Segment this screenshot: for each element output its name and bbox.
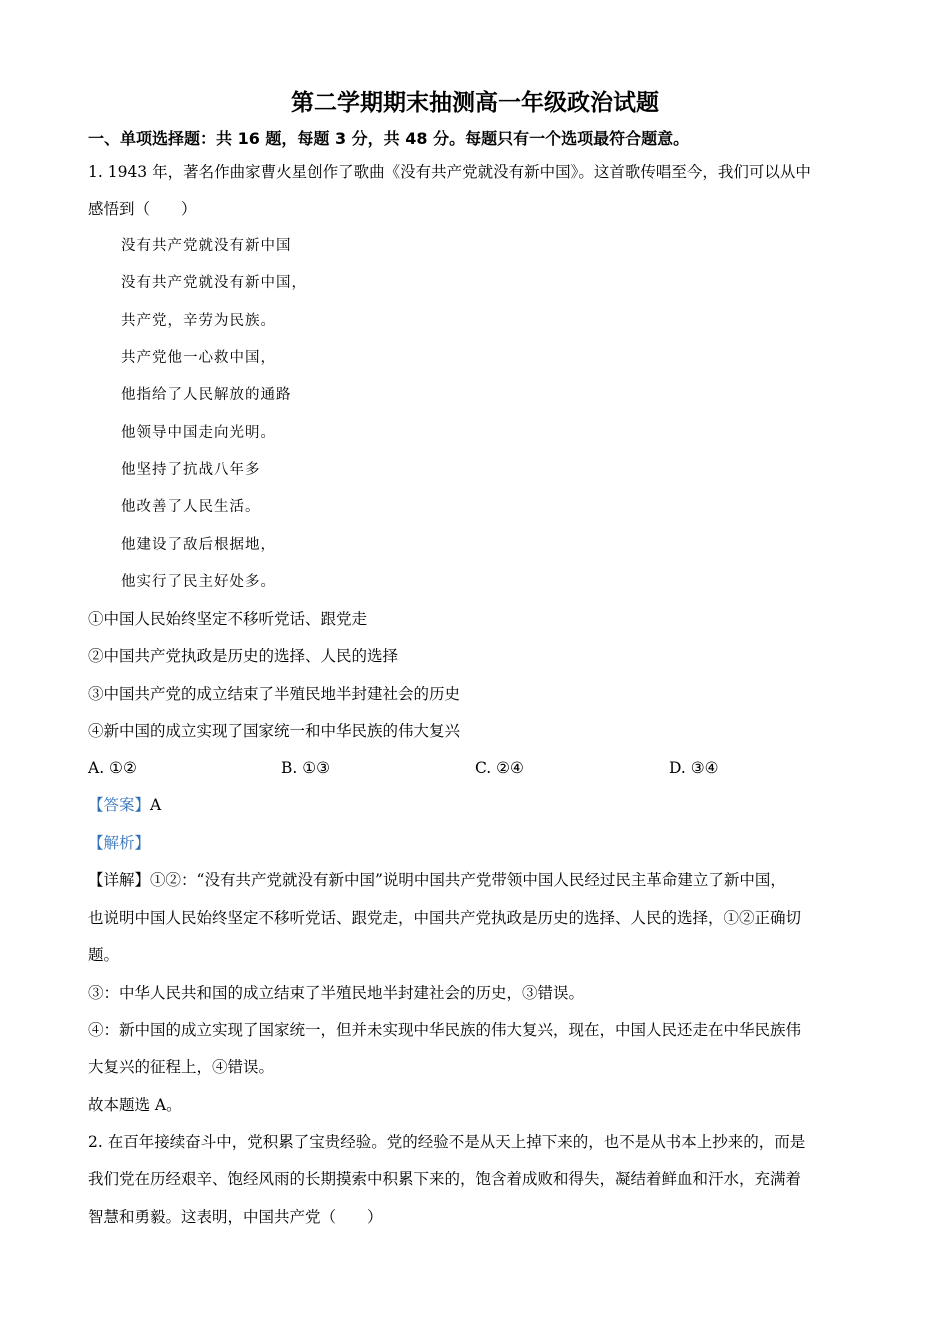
detail-row-3: 题。: [88, 946, 120, 964]
answer-value: A: [150, 796, 162, 814]
lyric-line: 他改善了人民生活。: [121, 499, 261, 515]
lyric-line: 没有共产党就没有新中国: [121, 238, 292, 254]
lyric-line: 没有共产党就没有新中国，: [121, 275, 307, 291]
statement-4: ④新中国的成立实现了国家统一和中华民族的伟大复兴: [88, 722, 461, 740]
q1-stem-line2: 感悟到（ ）: [88, 200, 197, 218]
option-b: B. ①③: [281, 759, 331, 777]
detail-row-6: 大复兴的征程上，④错误。: [88, 1058, 275, 1076]
detail-row-5: ④：新中国的成立实现了国家统一，但并未实现中华民族的伟大复兴，现在，中国人民还走在中华民族伟: [88, 1021, 802, 1039]
statement-3: ③中国共产党的成立结束了半殖民地半封建社会的历史: [88, 685, 461, 703]
q2-line2: 我们党在历经艰辛、饱经风雨的长期摸索中积累下来的，饱含着成败和得失，凝结着鲜血和汗水，充满着: [88, 1170, 802, 1188]
q1-stem-line1: 1. 1943 年，著名作曲家曹火星创作了歌曲《没有共产党就没有新中国》。这首歌传唱至今，我们可以从中: [88, 163, 811, 181]
lyric-line: 共产党，辛劳为民族。: [121, 313, 276, 329]
q2-line1: 2. 在百年接续奋斗中，党积累了宝贵经验。党的经验不是从天上掉下来的，也不是从书本上抄来的，而是: [88, 1133, 806, 1151]
page-title: 第二学期期末抽测高一年级政治试题: [291, 90, 659, 116]
statement-2: ②中国共产党执政是历史的选择、人民的选择: [88, 647, 399, 665]
answer-tag: 【答案】: [88, 796, 151, 814]
lyric-line: 他实行了民主好处多。: [121, 574, 276, 590]
q2-line3: 智慧和勇毅。这表明，中国共产党（ ）: [88, 1208, 383, 1226]
detail-tag: 【详解】: [88, 871, 151, 889]
analysis-row: [88, 832, 150, 854]
detail-row-4: ③：中华人民共和国的成立结束了半殖民地半封建社会的历史，③错误。: [88, 984, 585, 1002]
section-heading: 一、单项选择题：共 16 题，每题 3 分，共 48 分。每题只有一个选项最符合题意。: [88, 129, 690, 148]
conclusion: 故本题选 A。: [88, 1096, 182, 1114]
option-a: A. ①②: [88, 759, 137, 777]
lyric-line: 他建设了敌后根据地，: [121, 537, 276, 553]
lyric-line: 他领导中国走向光明。: [121, 425, 276, 441]
detail-row-1: [88, 869, 786, 891]
lyric-line: 他坚持了抗战八年多: [121, 462, 261, 478]
lyric-line: 共产党他一心救中国，: [121, 350, 276, 366]
detail-row-2: 也说明中国人民始终坚定不移听党话、跟党走，中国共产党执政是历史的选择、人民的选择，①②正确切: [88, 909, 802, 927]
detail-text: ①②：“没有共产党就没有新中国”说明中国共产党带领中国人民经过民主革命建立了新中国，: [150, 871, 786, 889]
statement-1: ①中国人民始终坚定不移听党话、跟党走: [88, 610, 368, 628]
answer-row: [88, 794, 161, 816]
analysis-tag: 【解析】: [88, 834, 151, 852]
option-d: D. ③④: [669, 759, 719, 777]
lyric-line: 他指给了人民解放的通路: [121, 387, 292, 403]
option-c: C. ②④: [475, 759, 524, 777]
